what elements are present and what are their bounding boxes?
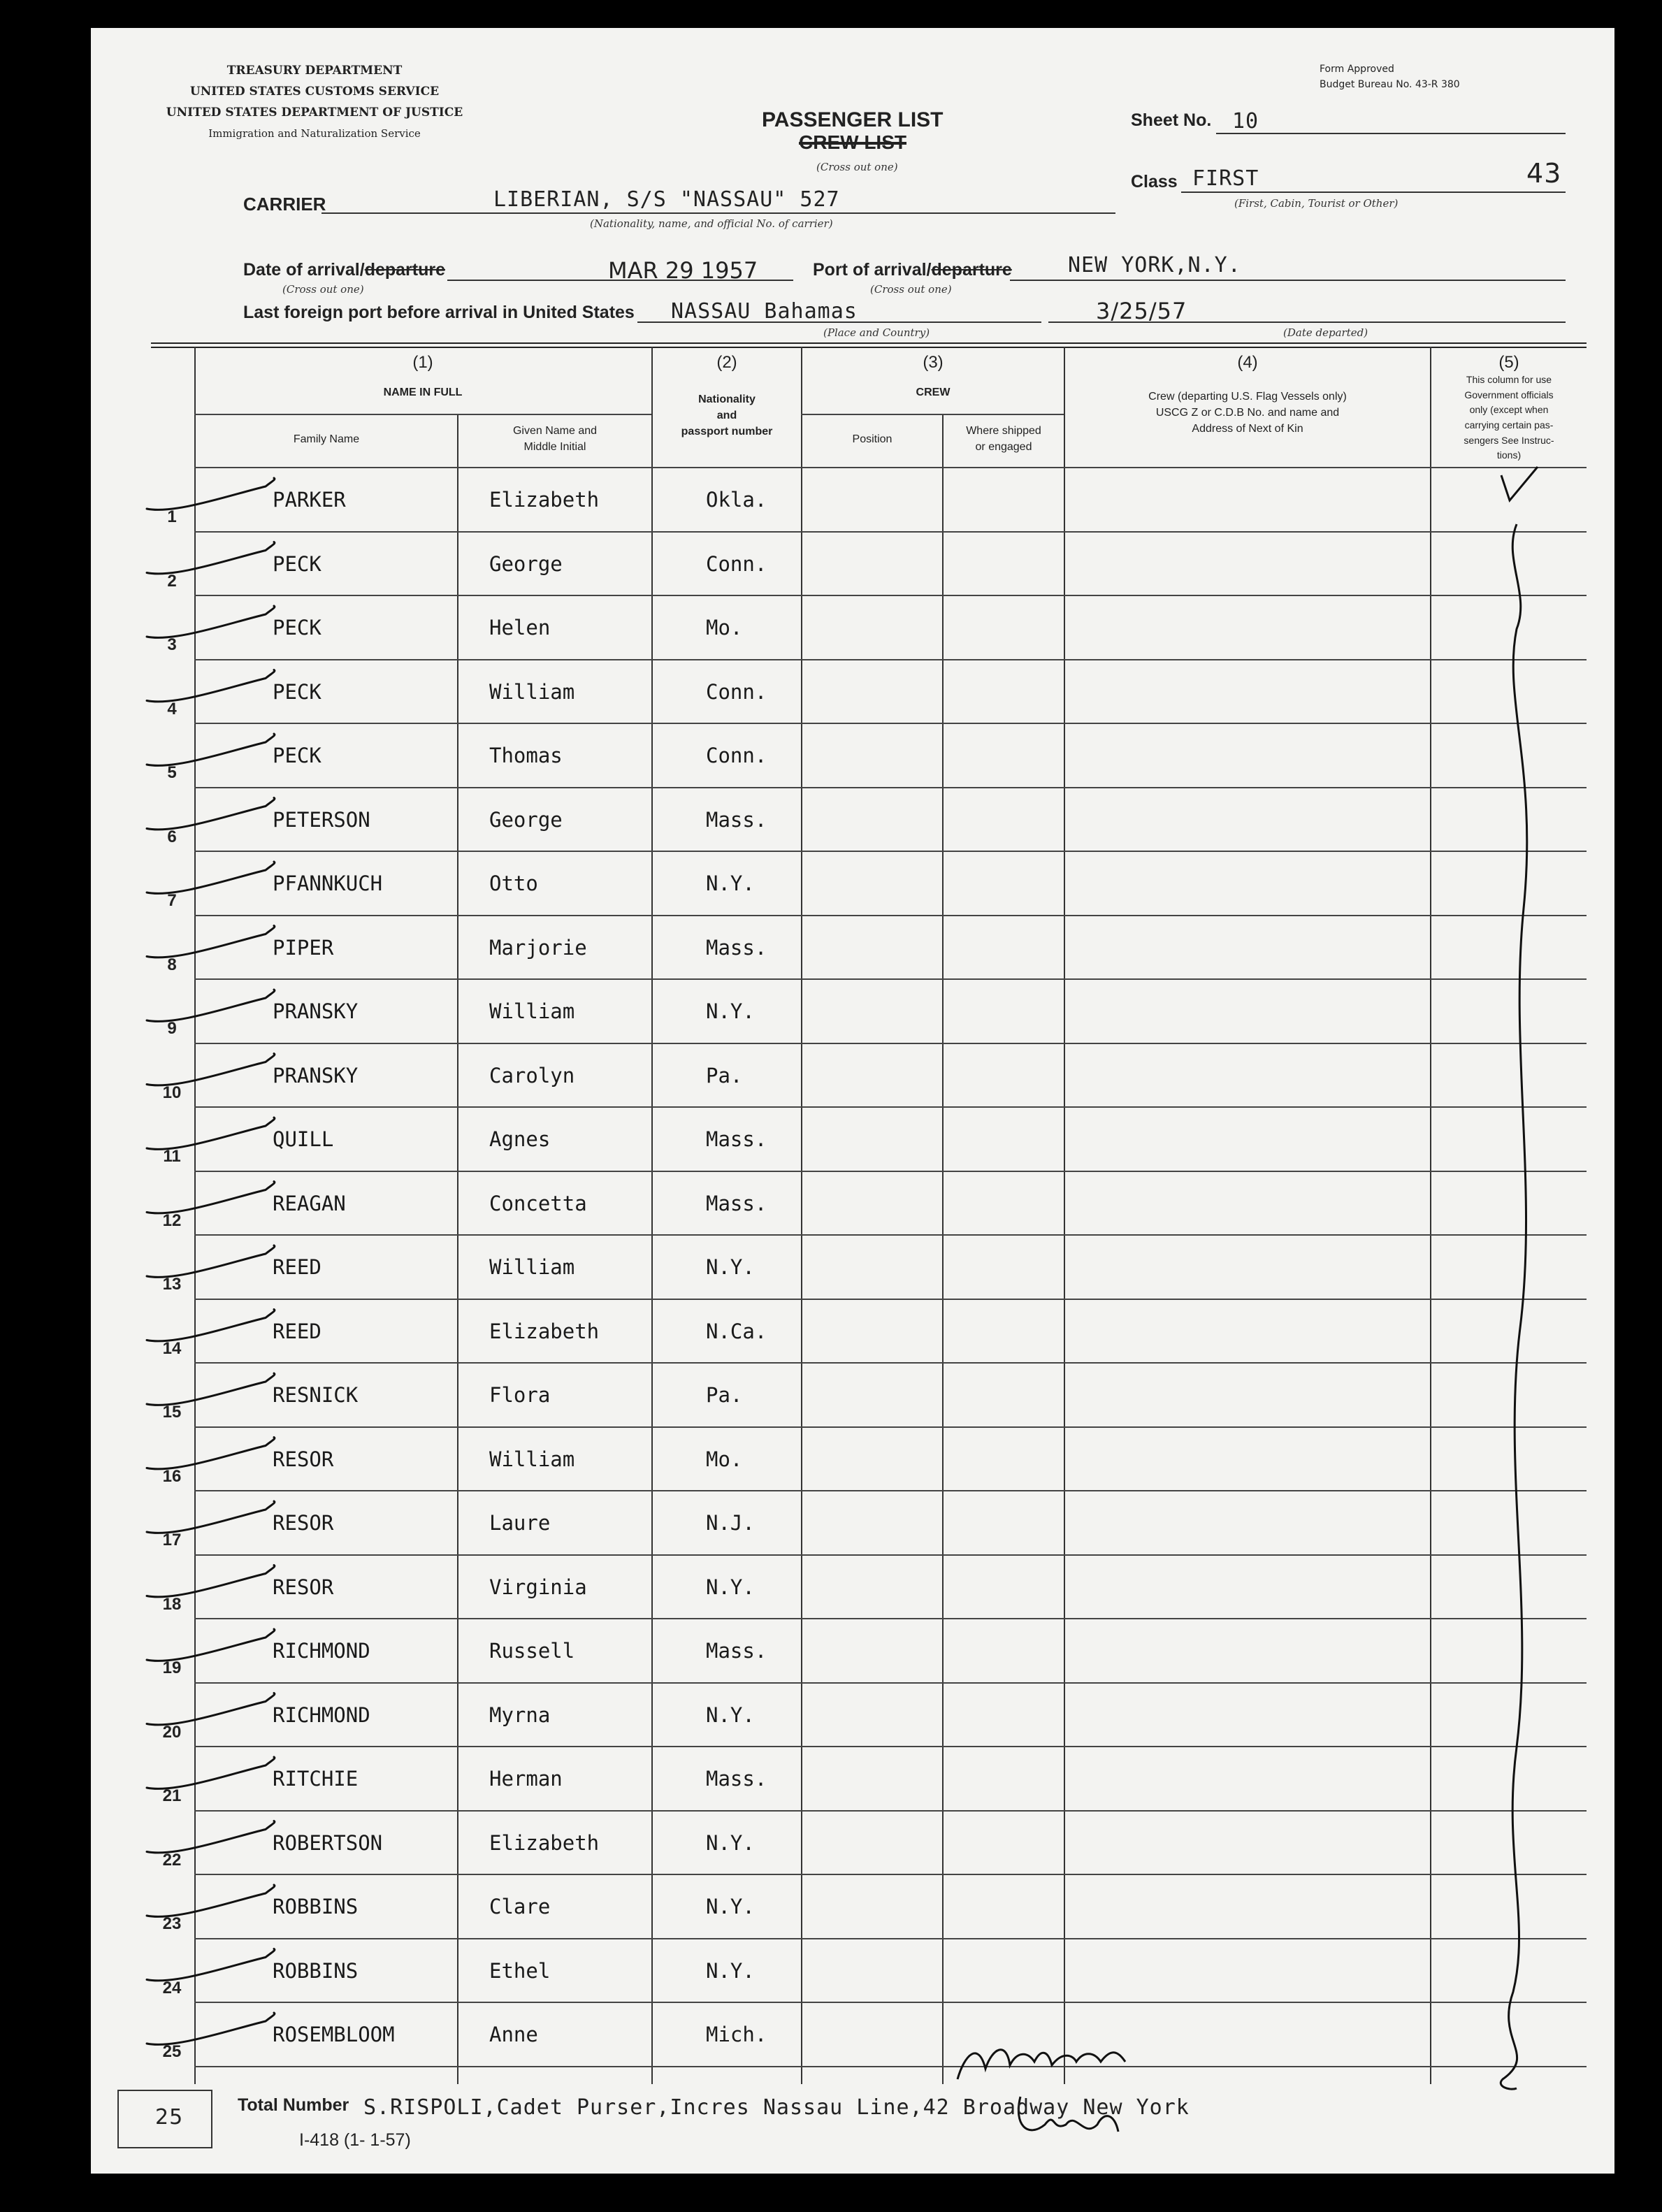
family-name-cell: REAGAN [273,1191,346,1215]
last-foreign-port-value: NASSAU Bahamas [671,299,858,324]
port-departure-struck: departure [931,260,1012,280]
given-name-cell: Myrna [489,1703,551,1727]
given-name-cell: William [489,679,575,704]
family-name-cell: RESOR [273,1511,334,1535]
family-name-header: Family Name [293,433,360,445]
given-name-cell: George [489,551,563,576]
given-name-cell: Marjorie [489,935,587,960]
form-approved-line-2: Budget Bureau No. 43-R 380 [1320,79,1460,90]
family-name-cell: PFANNKUCH [273,872,383,895]
form-title: PASSENGER LIST [762,108,944,131]
family-name-cell: ROSEMBLOOM [273,2023,395,2046]
given-name-header: Given Name and Middle Initial [512,425,598,454]
carrier-hint: (Nationality, name, and official No. of carrier) [590,217,833,230]
given-name-cell: Clare [489,1895,551,1918]
sheet-label: Sheet No. [1131,110,1212,130]
nationality-cell: Mass. [706,1127,767,1151]
given-name-cell: William [489,1255,575,1279]
given-name-cell: Helen [489,616,551,639]
date-of-arrival-label-text: Date of arrival/ [243,260,365,280]
form-approved-line-1: Form Approved [1320,64,1394,75]
given-name-cell: Carolyn [489,1063,575,1087]
family-name-cell: RESOR [273,1575,334,1599]
class-handwritten-number: 43 [1526,158,1562,189]
agency-line-4: Immigration and Naturalization Service [208,127,421,140]
nationality-cell: N.Y. [706,1255,755,1279]
sheet-number: 10 [1232,109,1259,133]
row-number: 7 [167,891,177,910]
row-number: 17 [162,1531,182,1549]
row-check-mark-icon [147,2013,275,2044]
family-name-cell: REED [273,1255,321,1279]
family-name-cell: ROBERTSON [273,1830,383,1855]
given-name-cell: Thomas [489,744,563,767]
row-number: 5 [167,763,177,782]
given-name-cell: Herman [489,1767,563,1791]
port-of-arrival-label-text: Port of arrival/ [813,260,932,280]
given-name-cell: Elizabeth [489,1830,600,1855]
nationality-cell: Mo. [706,616,743,639]
row-number: 21 [162,1786,182,1805]
row-number: 14 [162,1338,182,1358]
row-check-mark-icon [147,862,275,893]
family-name-cell: RESOR [273,1447,334,1471]
row-check-mark-icon [147,926,275,957]
given-name-cell: Ethel [489,1958,551,1983]
given-name-cell: Virginia [489,1575,587,1599]
family-name-cell: PRANSKY [273,1063,359,1087]
row-number: 22 [162,1850,182,1870]
row-check-mark-icon [147,1566,275,1597]
where-shipped-header: Where shipped or engaged [966,425,1041,454]
row-number: 8 [167,955,177,974]
given-name-cell: Otto [489,872,538,895]
family-name-cell: PARKER [273,488,346,512]
row-check-mark-icon [147,1054,275,1085]
row-check-mark-icon [147,1821,275,1853]
family-name-cell: ROBBINS [273,1958,359,1983]
port-of-arrival-hint: (Cross out one) [870,283,952,296]
given-name-cell: George [489,807,563,832]
nationality-cell: N.Y. [706,1575,755,1599]
row-number: 2 [167,571,177,591]
row-check-mark-icon [147,1501,275,1533]
date-departed-hint: (Date departed) [1283,326,1368,339]
row-number: 13 [162,1275,182,1294]
nationality-cell: Okla. [706,488,767,512]
given-name-cell: Elizabeth [489,1319,600,1343]
given-name-cell: Concetta [489,1191,587,1215]
family-name-cell: PECK [273,616,321,639]
row-check-mark-icon [147,670,275,702]
nationality-cell: N.Y. [706,999,755,1023]
given-name-cell: Agnes [489,1127,551,1151]
family-name-cell: REED [273,1319,321,1343]
position-header: Position [852,433,893,445]
row-number: 6 [167,827,177,846]
row-check-mark-icon [147,1245,275,1277]
nationality-cell: Mass. [706,935,767,960]
nationality-header: Nationality and passport number [681,393,773,438]
official-use-header: This column for use Government officials only (except when carrying certain pas- sengers See Instruc- tions) [1464,374,1554,461]
row-number: 20 [162,1722,182,1742]
class-value: FIRST [1192,166,1259,191]
family-name-cell: ROBBINS [273,1895,359,1918]
last-port-hint: (Place and Country) [823,326,930,339]
nationality-cell: N.Y. [706,1703,755,1727]
nationality-cell: Mass. [706,1639,767,1663]
row-check-mark-icon [147,1693,275,1725]
nationality-cell: Mo. [706,1447,743,1471]
nationality-cell: Pa. [706,1383,743,1407]
class-hint: (First, Cabin, Tourist or Other) [1234,197,1399,210]
nationality-cell: Conn. [706,551,767,576]
agency-line-3: UNITED STATES DEPARTMENT OF JUSTICE [166,106,463,120]
row-number: 19 [162,1658,182,1677]
row-check-mark-icon [147,990,275,1021]
col1-number: (1) [412,353,433,372]
row-check-mark-icon [147,1373,275,1405]
row-check-mark-icon [147,734,275,765]
nationality-cell: N.Y. [706,872,755,895]
departure-struck: departure [364,260,445,280]
row-number: 1 [167,507,177,526]
family-name-cell: QUILL [273,1127,334,1151]
nationality-cell: Pa. [706,1063,743,1087]
carrier-label: CARRIER [243,194,326,215]
crew-list-struck: CREW LIST [799,131,906,153]
total-number-value: 25 [155,2105,184,2130]
row-number: 23 [162,1914,182,1933]
nationality-cell: N.Y. [706,1958,755,1983]
given-name-cell: Anne [489,2023,538,2046]
col3-number: (3) [923,353,944,372]
row-check-mark-icon [147,478,275,509]
row-check-mark-icon [147,1949,275,1981]
given-name-cell: William [489,999,575,1023]
nationality-cell: N.Y. [706,1830,755,1855]
row-check-mark-icon [147,1310,275,1341]
given-name-cell: Flora [489,1383,551,1407]
row-check-mark-icon [147,1757,275,1788]
next-of-kin-header: Crew (departing U.S. Flag Vessels only) USCG Z or C.D.B No. and name and Address of Next of Kin [1148,391,1347,435]
family-name-cell: PECK [273,551,321,576]
date-departed-value: 3/25/57 [1096,298,1187,324]
given-name-cell: Elizabeth [489,488,600,512]
row-number: 11 [163,1147,181,1166]
col4-number: (4) [1237,353,1258,372]
row-number: 16 [162,1466,182,1486]
nationality-cell: N.Y. [706,1895,755,1918]
row-check-mark-icon [147,1182,275,1213]
family-name-cell: PRANSKY [273,999,359,1023]
agency-line-1: TREASURY DEPARTMENT [226,64,403,78]
date-of-arrival-value: MAR 29 1957 [608,257,758,284]
agency-line-2: UNITED STATES CUSTOMS SERVICE [189,85,440,99]
row-number: 12 [162,1210,182,1230]
row-check-mark-icon [147,798,275,830]
family-name-cell: RITCHIE [273,1767,359,1791]
family-name-cell: RICHMOND [273,1703,370,1727]
row-number: 25 [162,2042,182,2061]
nationality-cell: N.Ca. [706,1319,767,1343]
row-number: 18 [162,1594,182,1614]
row-number: 4 [167,699,177,718]
row-number: 15 [162,1403,182,1422]
title-note: (Cross out one) [816,161,898,173]
family-name-cell: PIPER [273,935,334,960]
column5-squiggle-line [1501,524,1527,2089]
column5-check-icon [1501,467,1538,500]
nationality-cell: Mass. [706,1767,767,1791]
carrier-value: LIBERIAN, S/S "NASSAU" 527 [493,187,840,212]
col1-title: NAME IN FULL [383,386,463,398]
nationality-cell: Mass. [706,1191,767,1215]
family-name-cell: PECK [273,744,321,767]
class-label: Class [1131,172,1178,191]
row-check-mark-icon [147,1629,275,1661]
given-name-cell: William [489,1447,575,1471]
nationality-cell: Mich. [706,2023,767,2046]
form-number: I-418 (1- 1-57) [299,2130,411,2150]
row-check-mark-icon [147,1885,275,1916]
last-foreign-port-label: Last foreign port before arrival in United States [243,303,635,322]
row-number: 3 [167,635,177,654]
signer-line: S.RISPOLI,Cadet Purser,Incres Nassau Line,42 Broadway New York [363,2095,1190,2120]
row-check-mark-icon [147,542,275,574]
row-check-mark-icon [147,606,275,637]
col5-number: (5) [1498,353,1519,372]
port-of-arrival-value: NEW YORK,N.Y. [1068,253,1241,277]
family-name-cell: RESNICK [273,1383,359,1407]
nationality-cell: Mass. [706,807,767,832]
nationality-cell: N.J. [706,1511,755,1535]
crew-header: CREW [916,386,951,398]
row-check-mark-icon [147,1438,275,1469]
date-of-arrival-hint: (Cross out one) [282,283,364,296]
row-number: 24 [162,1978,182,1997]
family-name-cell: PETERSON [273,807,370,832]
nationality-cell: Conn. [706,679,767,704]
row-check-mark-icon [147,1118,275,1149]
col2-number: (2) [716,353,737,372]
family-name-cell: PECK [273,679,321,704]
nationality-cell: Conn. [706,744,767,767]
given-name-cell: Russell [489,1639,575,1663]
family-name-cell: RICHMOND [273,1639,370,1663]
given-name-cell: Laure [489,1511,551,1535]
row-number: 9 [167,1019,177,1038]
row-number: 10 [162,1083,182,1102]
total-number-label: Total Number [238,2095,349,2115]
